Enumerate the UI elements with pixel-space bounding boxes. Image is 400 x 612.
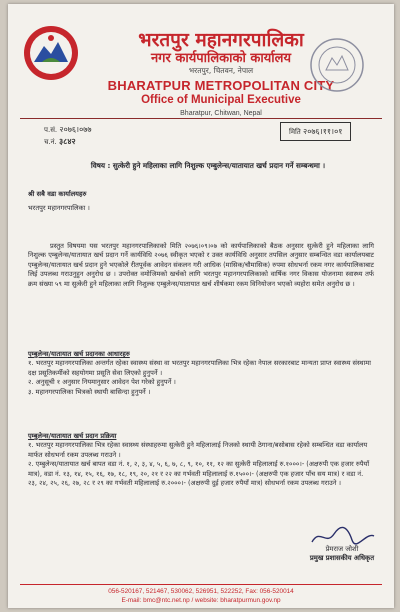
official-seal-icon (308, 36, 366, 94)
section-basis (28, 350, 374, 397)
letter-page (8, 4, 394, 608)
government-emblem-icon (22, 24, 80, 82)
footer-divider (20, 584, 382, 585)
signatory-title: प्रमुख प्रशासकीय अधिकृत (309, 554, 375, 562)
title-english: BHARATPUR METROPOLITAN CITY (107, 78, 335, 93)
header-divider (20, 118, 382, 119)
letter-date: मिति २०७६।११।०१ (280, 122, 351, 141)
patra-sankhya: प.सं. २०७६।०७७ (44, 125, 92, 134)
process-item-2: २. एम्बुलेन्स/यातायात खर्च बापत वडा नं. १, २, ३, ४, ५, ६, ७, ८, ९, १०, ११, १२ का सुत्केरी महिलालाई रु.१०००।- (अक्षरुपी एक हजार रुपैयाँ मात्र), वडा नं. १३, १४, १५, १६, १७, १८, १९, २०, २१ र २२ का गर्भवती महिलालाई रु.१५००।- (अक्षरुपी एक हजार पाँच सय मात्र) र वडा नं. २३, २४, २५, २६, २७, २८ र २९ का गर्भवती महिलालाई रु.२०००।- (अक्षरुपी दुई हजार रुपैयाँ मात्र) सोधभर्ना रकम उपलब्ध गराउने । (28, 460, 370, 488)
letter-subject: विषय : सुत्केरी हुने महिलाका लागि निशुल्क एम्बुलेन्स/यातायात खर्च प्रदान गर्ने सम्बन्धमा । (90, 161, 326, 170)
basis-item-2: २. अनुसूची १ अनुसार नियमानुसार आवेदन पेश गरेको हुनुपर्ने । (28, 378, 176, 387)
basis-item-1: १. भरतपुर महानगरपालिका अन्तर्गत रहेका स्वास्थ्य संस्था वा भरतपुर महानगरपालिका भित्र रहेका नेपाल सरकारबाट मान्यता प्राप्त स्वास्थ्य संस्थामा दक्ष प्रसूतिकर्मीको सहयोगमा प्रसूति सेवा लिएको हुनुपर्ने । (28, 359, 371, 377)
addressee-line-2: भरतपुर महानगरपालिका । (28, 204, 90, 212)
location-english: Bharatpur, Chitwan, Nepal (180, 110, 262, 117)
process-item-1: १. भरतपुर महानगरपालिका भित्र रहेका स्वास्थ्य संस्थाहरुमा सुत्केरी हुने महिलालाई निजको स्थायी ठेगाना/बसोबास रहेको सम्बन्धित वडा कार्यालय मार्फत सोधभर्ना रकम उपलब्ध गराउने । (28, 441, 368, 459)
section-process (28, 432, 374, 488)
office-english: Office of Municipal Executive (141, 94, 301, 106)
addressee-line-1: श्री सबै वडा कार्यालयहरु (28, 190, 87, 198)
title-nepali: भरतपुर महानगरपालिका (138, 29, 304, 51)
signatory-name: प्रेमराज जोशी (325, 545, 359, 553)
section-process-title: एम्बुलेन्स/यातायात खर्च प्रदान प्रक्रिया (28, 432, 117, 440)
intro-paragraph: प्रस्तुत विषयमा यस भरतपुर महानगरपालिकाको मिति २०७६।०९।०७ को कार्यपालिकाको बैठक अनुसार सुत्केरी हुने महिलाका लागि निशुल्क एम्बुलेन्स/यातायात खर्च प्रदान गर्ने कार्यविधि २०७६ स्वीकृत भएको र उक्त कार्यविधि अनुसार तपसिल अनुसार सम्बन्धित वडा कार्यालयबाट एम्बुलेन्स/यातायात खर्च प्रदान हुने भएकोले रीतपूर्वक आवेदन संकलन गरी आधिक (मासिक/चौमासिक) रुपमा सोधभर्ना रकम नगर कार्यपालिकाबाट लिई उपलब्ध गराउनुहुन अनुरोध छ । उपरोक्त वमोजिमको खर्चको लागि भरतपुर महानगरपालिकाको वार्षिक नगर विकास योजनामा स्वास्थ्य तर्फ क्रम संख्या ५९ मा सुत्केरी हुने महिलाका लागि निशुल्क एम्बुलेन्स/यातायात खर्च शीर्षकमा रकम विनियोजन भएको व्यहोरा समेत अनुरोध छ । (28, 242, 374, 288)
office-nepali: नगर कार्यपालिकाको कार्यालय (150, 51, 292, 66)
footer-phones: 056-520167, 521467, 530062, 526951, 522252, Fax: 056-520014 (108, 588, 294, 595)
signature-block (300, 544, 384, 562)
section-basis-title: एम्बुलेन्स/यातायात खर्च प्रदानका आधारहरु (28, 350, 130, 358)
footer-web: E-mail: bmc@ntc.net.np / website: bharatpurmun.gov.np (121, 597, 281, 604)
location-nepali: भरतपुर, चितवन, नेपाल (188, 66, 254, 75)
chalani-number: च.नं. ३८४२ (44, 137, 76, 146)
basis-item-3: ३. महानगरपालिका भित्रको स्थायी बासिन्दा हुनुपर्ने । (28, 387, 151, 396)
